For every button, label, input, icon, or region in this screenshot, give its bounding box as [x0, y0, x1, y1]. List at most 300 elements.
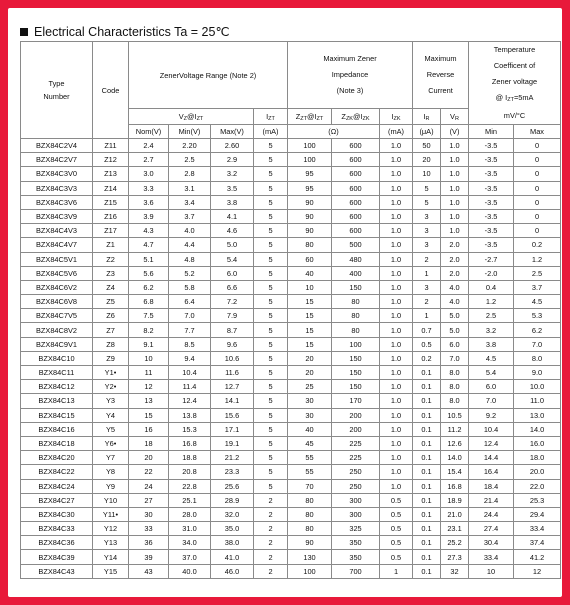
cell-ir: 0.1: [413, 493, 441, 507]
cell-zzt: 90: [288, 209, 332, 223]
zzk-sub1: ZK: [345, 115, 353, 122]
cell-izk: 1.0: [380, 209, 413, 223]
vr-sub: R: [454, 115, 459, 122]
cell-vz-max: 2.60: [211, 139, 254, 153]
cell-izk: 1.0: [380, 224, 413, 238]
cell-vr: 15.4: [441, 465, 469, 479]
cell-code: Y10: [93, 493, 129, 507]
cell-izt: 5: [254, 295, 288, 309]
cell-tc-min: -3.5: [469, 153, 514, 167]
cell-zzk: 480: [332, 252, 380, 266]
cell-tc-max: 6.2: [514, 323, 561, 337]
cell-zzk: 325: [332, 522, 380, 536]
cell-tc-min: 27.4: [469, 522, 514, 536]
cell-zzk: 200: [332, 408, 380, 422]
cell-vz-min: 22.8: [169, 479, 211, 493]
cell-vz-max: 38.0: [211, 536, 254, 550]
cell-tc-max: 5.3: [514, 309, 561, 323]
cell-izt: 2: [254, 550, 288, 564]
cell-izk: 1.0: [380, 266, 413, 280]
cell-zzt: 60: [288, 252, 332, 266]
cell-tc-max: 7.0: [514, 337, 561, 351]
cell-code: Y11•: [93, 507, 129, 521]
cell-tc-max: 12: [514, 564, 561, 578]
cell-zzk: 225: [332, 451, 380, 465]
cell-vz-min: 37.0: [169, 550, 211, 564]
table-row: [21, 309, 561, 323]
cell-izt: 5: [254, 139, 288, 153]
cell-vr: 10.5: [441, 408, 469, 422]
cell-ir: 0.1: [413, 536, 441, 550]
cell-tc-min: -2.7: [469, 252, 514, 266]
cell-vr: 4.0: [441, 295, 469, 309]
cell-izk: 1.0: [380, 309, 413, 323]
cell-vz-nom: 3.9: [129, 209, 169, 223]
cell-izt: 5: [254, 337, 288, 351]
zzt-header: [288, 109, 332, 125]
cell-vr: 1.0: [441, 181, 469, 195]
cell-vz-min: 34.0: [169, 536, 211, 550]
cell-vz-nom: 7.5: [129, 309, 169, 323]
cell-izt: 5: [254, 252, 288, 266]
cell-vz-min: 3.7: [169, 209, 211, 223]
cell-vr: 2.0: [441, 266, 469, 280]
cell-tc-min: 24.4: [469, 507, 514, 521]
cell-vz-min: 6.4: [169, 295, 211, 309]
cell-izk: 1.0: [380, 351, 413, 365]
cell-vz-max: 9.6: [211, 337, 254, 351]
cell-izt: 5: [254, 436, 288, 450]
cell-zzt: 40: [288, 422, 332, 436]
cell-ir: 0.1: [413, 451, 441, 465]
vr-main: V: [450, 111, 455, 121]
cell-zzk: 350: [332, 550, 380, 564]
cell-vr: 25.2: [441, 536, 469, 550]
cell-vz-nom: 16: [129, 422, 169, 436]
cell-izk: 1.0: [380, 366, 413, 380]
zzt-main: Z: [295, 111, 301, 121]
cell-code: Z14: [93, 181, 129, 195]
cell-vz-min: 7.0: [169, 309, 211, 323]
cell-code: Y4: [93, 408, 129, 422]
table-row: [21, 139, 561, 153]
cell-tc-max: 20.0: [514, 465, 561, 479]
zener-voltage-range-header: ZenerVoltage Range (Note 2): [129, 42, 288, 109]
cell-vr: 32: [441, 564, 469, 578]
cell-tc-max: 0: [514, 209, 561, 223]
cell-code: Y12: [93, 522, 129, 536]
cell-izt: 5: [254, 167, 288, 181]
cell-zzk: 350: [332, 536, 380, 550]
table-row: [21, 323, 561, 337]
table-row: [21, 479, 561, 493]
cell-tc-min: 16.4: [469, 465, 514, 479]
cell-zzk: 500: [332, 238, 380, 252]
cell-vz-min: 10.4: [169, 366, 211, 380]
zzt-sub2: ZT: [316, 115, 324, 122]
cell-vz-min: 4.4: [169, 238, 211, 252]
cell-vz-max: 5.4: [211, 252, 254, 266]
cell-vz-max: 11.6: [211, 366, 254, 380]
izt-sub: ZT: [268, 115, 275, 122]
zzk-header: [332, 109, 380, 125]
cell-ir: 1: [413, 309, 441, 323]
cell-vz-max: 8.7: [211, 323, 254, 337]
cell-vr: 2.0: [441, 238, 469, 252]
tc-header-line-3: Zener voltage: [491, 77, 538, 86]
cell-izt: 5: [254, 238, 288, 252]
cell-type-number: BZX84C16: [21, 422, 93, 436]
impedance-header-line-2: Impedance: [331, 70, 369, 80]
cell-zzk: 250: [332, 479, 380, 493]
square-bullet-icon: [20, 28, 28, 36]
cell-vz-nom: 20: [129, 451, 169, 465]
cell-izt: 2: [254, 493, 288, 507]
cell-vz-max: 3.2: [211, 167, 254, 181]
cell-tc-max: 0: [514, 181, 561, 195]
cell-code: Y14: [93, 550, 129, 564]
cell-vz-max: 3.8: [211, 195, 254, 209]
impedance-header-line-3: (Note 3): [336, 86, 364, 96]
cell-zzk: 100: [332, 337, 380, 351]
izt-header: [254, 109, 288, 125]
cell-izk: 1.0: [380, 139, 413, 153]
cell-zzt: 80: [288, 493, 332, 507]
tc-header-line-1: Temperature: [493, 45, 536, 54]
cell-izk: 1.0: [380, 153, 413, 167]
cell-tc-max: 22.0: [514, 479, 561, 493]
cell-vr: 23.1: [441, 522, 469, 536]
cell-tc-min: -3.5: [469, 209, 514, 223]
cell-zzk: 150: [332, 380, 380, 394]
cell-vz-min: 3.4: [169, 195, 211, 209]
cell-ir: 0.1: [413, 479, 441, 493]
cell-vr: 1.0: [441, 139, 469, 153]
cell-code: Z15: [93, 195, 129, 209]
cell-type-number: BZX84C2V7: [21, 153, 93, 167]
cell-type-number: BZX84C3V3: [21, 181, 93, 195]
ir-main: I: [423, 111, 426, 121]
cell-izt: 2: [254, 522, 288, 536]
cell-tc-min: 5.4: [469, 366, 514, 380]
table-row: [21, 266, 561, 280]
cell-izt: 5: [254, 479, 288, 493]
izt-main: I: [266, 111, 269, 121]
cell-tc-min: 4.5: [469, 351, 514, 365]
cell-vz-nom: 30: [129, 507, 169, 521]
cell-izk: 1.0: [380, 408, 413, 422]
table-body: [21, 139, 561, 579]
cell-izt: 5: [254, 181, 288, 195]
cell-vz-max: 12.7: [211, 380, 254, 394]
table-row: [21, 351, 561, 365]
table-row: [21, 167, 561, 181]
cell-vz-nom: 13: [129, 394, 169, 408]
cell-zzt: 80: [288, 238, 332, 252]
cell-code: Z5: [93, 295, 129, 309]
cell-code: Z3: [93, 266, 129, 280]
cell-type-number: BZX84C27: [21, 493, 93, 507]
cell-tc-min: -3.5: [469, 195, 514, 209]
cell-vz-min: 15.3: [169, 422, 211, 436]
cell-vr: 8.0: [441, 366, 469, 380]
cell-izt: 5: [254, 266, 288, 280]
cell-vz-min: 12.4: [169, 394, 211, 408]
unit-vr: (V): [441, 125, 469, 139]
cell-izt: 5: [254, 309, 288, 323]
cell-zzk: 600: [332, 181, 380, 195]
table-row: [21, 295, 561, 309]
cell-zzk: 700: [332, 564, 380, 578]
cell-code: Y13: [93, 536, 129, 550]
cell-type-number: BZX84C10: [21, 351, 93, 365]
cell-izk: 0.5: [380, 536, 413, 550]
cell-ir: 0.7: [413, 323, 441, 337]
cell-tc-max: 0.2: [514, 238, 561, 252]
cell-izk: 1.0: [380, 195, 413, 209]
cell-tc-min: -2.0: [469, 266, 514, 280]
cell-tc-max: 0: [514, 167, 561, 181]
cell-ir: 0.1: [413, 436, 441, 450]
cell-vz-min: 25.1: [169, 493, 211, 507]
cell-type-number: BZX84C30: [21, 507, 93, 521]
cell-zzk: 600: [332, 167, 380, 181]
cell-vr: 16.8: [441, 479, 469, 493]
vz-sub1: Z: [183, 115, 187, 122]
zzt-mid: @I: [306, 111, 317, 121]
cell-vz-nom: 39: [129, 550, 169, 564]
cell-vz-min: 9.4: [169, 351, 211, 365]
cell-vr: 5.0: [441, 323, 469, 337]
cell-vr: 8.0: [441, 380, 469, 394]
cell-vz-max: 3.5: [211, 181, 254, 195]
cell-zzk: 150: [332, 280, 380, 294]
unit-max: Max(V): [211, 125, 254, 139]
cell-type-number: BZX84C6V2: [21, 280, 93, 294]
cell-vz-min: 7.7: [169, 323, 211, 337]
cell-tc-max: 16.0: [514, 436, 561, 450]
cell-type-number: BZX84C5V6: [21, 266, 93, 280]
cell-code: Z6: [93, 309, 129, 323]
cell-ir: 0.2: [413, 351, 441, 365]
cell-izt: 5: [254, 465, 288, 479]
cell-tc-min: 3.2: [469, 323, 514, 337]
cell-ir: 3: [413, 280, 441, 294]
cell-tc-max: 11.0: [514, 394, 561, 408]
table-row: [21, 181, 561, 195]
cell-code: Y7: [93, 451, 129, 465]
cell-vr: 6.0: [441, 337, 469, 351]
cell-vz-max: 7.9: [211, 309, 254, 323]
temperature-coefficient-header: [469, 42, 561, 125]
cell-zzt: 80: [288, 507, 332, 521]
cell-zzt: 10: [288, 280, 332, 294]
type-number-header: [21, 42, 93, 139]
cell-tc-min: -3.5: [469, 181, 514, 195]
cell-izt: 5: [254, 422, 288, 436]
cell-tc-min: 0.4: [469, 280, 514, 294]
cell-zzk: 80: [332, 309, 380, 323]
cell-izt: 5: [254, 366, 288, 380]
cell-zzt: 130: [288, 550, 332, 564]
tc-cond-suffix: =5mA: [513, 93, 534, 102]
cell-code: Y2•: [93, 380, 129, 394]
tc-header-line-2: Coefficent of: [493, 61, 536, 70]
cell-izk: 1.0: [380, 181, 413, 195]
cell-tc-max: 25.3: [514, 493, 561, 507]
cell-tc-max: 33.4: [514, 522, 561, 536]
cell-tc-min: 6.0: [469, 380, 514, 394]
cell-zzk: 225: [332, 436, 380, 450]
cell-ir: 20: [413, 153, 441, 167]
cell-tc-max: 0: [514, 139, 561, 153]
cell-izk: 1: [380, 564, 413, 578]
cell-type-number: BZX84C5V1: [21, 252, 93, 266]
cell-izk: 1.0: [380, 380, 413, 394]
cell-zzt: 90: [288, 536, 332, 550]
cell-vz-max: 19.1: [211, 436, 254, 450]
cell-code: Z12: [93, 153, 129, 167]
cell-tc-max: 8.0: [514, 351, 561, 365]
cell-izk: 0.5: [380, 493, 413, 507]
cell-tc-min: 33.4: [469, 550, 514, 564]
cell-ir: 0.5: [413, 337, 441, 351]
cell-zzt: 80: [288, 522, 332, 536]
cell-vz-nom: 6.2: [129, 280, 169, 294]
unit-tc-max: Max: [514, 125, 561, 139]
cell-vz-max: 23.3: [211, 465, 254, 479]
table-row: [21, 536, 561, 550]
cell-vz-min: 28.0: [169, 507, 211, 521]
cell-tc-min: -3.5: [469, 238, 514, 252]
cell-vz-nom: 3.3: [129, 181, 169, 195]
table-row: [21, 522, 561, 536]
cell-zzt: 100: [288, 153, 332, 167]
cell-type-number: BZX84C39: [21, 550, 93, 564]
cell-code: Z7: [93, 323, 129, 337]
cell-vz-max: 4.1: [211, 209, 254, 223]
cell-tc-max: 0: [514, 195, 561, 209]
table-row: [21, 408, 561, 422]
cell-ir: 3: [413, 238, 441, 252]
cell-izt: 2: [254, 564, 288, 578]
cell-ir: 5: [413, 181, 441, 195]
cell-izk: 1.0: [380, 394, 413, 408]
cell-izt: 5: [254, 153, 288, 167]
cell-zzt: 100: [288, 139, 332, 153]
cell-ir: 0.1: [413, 394, 441, 408]
cell-izt: 5: [254, 408, 288, 422]
cell-type-number: BZX84C36: [21, 536, 93, 550]
cell-ir: 1: [413, 266, 441, 280]
cell-zzt: 15: [288, 323, 332, 337]
cell-ir: 0.1: [413, 550, 441, 564]
table-row: [21, 209, 561, 223]
cell-zzt: 20: [288, 351, 332, 365]
cell-code: Y8: [93, 465, 129, 479]
cell-vz-nom: 36: [129, 536, 169, 550]
tc-cond-sub: ZT: [507, 97, 514, 103]
cell-zzt: 100: [288, 564, 332, 578]
cell-vz-nom: 3.6: [129, 195, 169, 209]
cell-izt: 5: [254, 280, 288, 294]
cell-izt: 5: [254, 380, 288, 394]
cell-vz-nom: 3.0: [129, 167, 169, 181]
cell-ir: 0.1: [413, 522, 441, 536]
cell-vz-max: 15.6: [211, 408, 254, 422]
table-row: [21, 394, 561, 408]
cell-type-number: BZX84C3V9: [21, 209, 93, 223]
cell-ir: 0.1: [413, 380, 441, 394]
cell-type-number: BZX84C13: [21, 394, 93, 408]
cell-code: Z13: [93, 167, 129, 181]
table-row: [21, 550, 561, 564]
cell-tc-max: 29.4: [514, 507, 561, 521]
code-header: Code: [93, 42, 129, 139]
cell-izk: 1.0: [380, 479, 413, 493]
vz-header: [129, 109, 254, 125]
cell-vr: 14.0: [441, 451, 469, 465]
cell-izk: 1.0: [380, 436, 413, 450]
vz-main: V: [178, 111, 184, 121]
cell-zzt: 15: [288, 337, 332, 351]
cell-ir: 50: [413, 139, 441, 153]
cell-vz-max: 6.6: [211, 280, 254, 294]
cell-zzk: 300: [332, 493, 380, 507]
cell-type-number: BZX84C33: [21, 522, 93, 536]
cell-zzt: 95: [288, 181, 332, 195]
cell-zzt: 40: [288, 266, 332, 280]
cell-izk: 1.0: [380, 280, 413, 294]
cell-zzt: 45: [288, 436, 332, 450]
cell-zzt: 95: [288, 167, 332, 181]
cell-vr: 18.9: [441, 493, 469, 507]
cell-izk: 1.0: [380, 167, 413, 181]
cell-ir: 5: [413, 195, 441, 209]
cell-type-number: BZX84C12: [21, 380, 93, 394]
cell-izk: 1.0: [380, 252, 413, 266]
section-heading: [20, 24, 229, 39]
cell-vr: 2.0: [441, 252, 469, 266]
cell-vz-nom: 24: [129, 479, 169, 493]
cell-zzt: 90: [288, 224, 332, 238]
table-row: [21, 564, 561, 578]
max-reverse-current-header: [413, 42, 469, 109]
table-row: [21, 224, 561, 238]
cell-vr: 1.0: [441, 224, 469, 238]
reverse-header-line-3: Current: [428, 86, 453, 96]
reverse-header-line-1: Maximum: [424, 54, 457, 64]
unit-izk: (mA): [380, 125, 413, 139]
cell-vr: 21.0: [441, 507, 469, 521]
cell-zzt: 70: [288, 479, 332, 493]
cell-vr: 1.0: [441, 153, 469, 167]
cell-vz-nom: 43: [129, 564, 169, 578]
cell-vz-min: 40.0: [169, 564, 211, 578]
cell-vz-min: 18.8: [169, 451, 211, 465]
cell-tc-min: 7.0: [469, 394, 514, 408]
cell-type-number: BZX84C24: [21, 479, 93, 493]
max-zener-impedance-header: [288, 42, 413, 109]
type-header-line-2: Number: [43, 92, 70, 101]
cell-vz-max: 4.6: [211, 224, 254, 238]
cell-type-number: BZX84C9V1: [21, 337, 93, 351]
cell-tc-min: 14.4: [469, 451, 514, 465]
cell-vr: 1.0: [441, 167, 469, 181]
cell-vr: 5.0: [441, 309, 469, 323]
unit-ir: (μA): [413, 125, 441, 139]
vz-mid: @I: [187, 111, 197, 121]
